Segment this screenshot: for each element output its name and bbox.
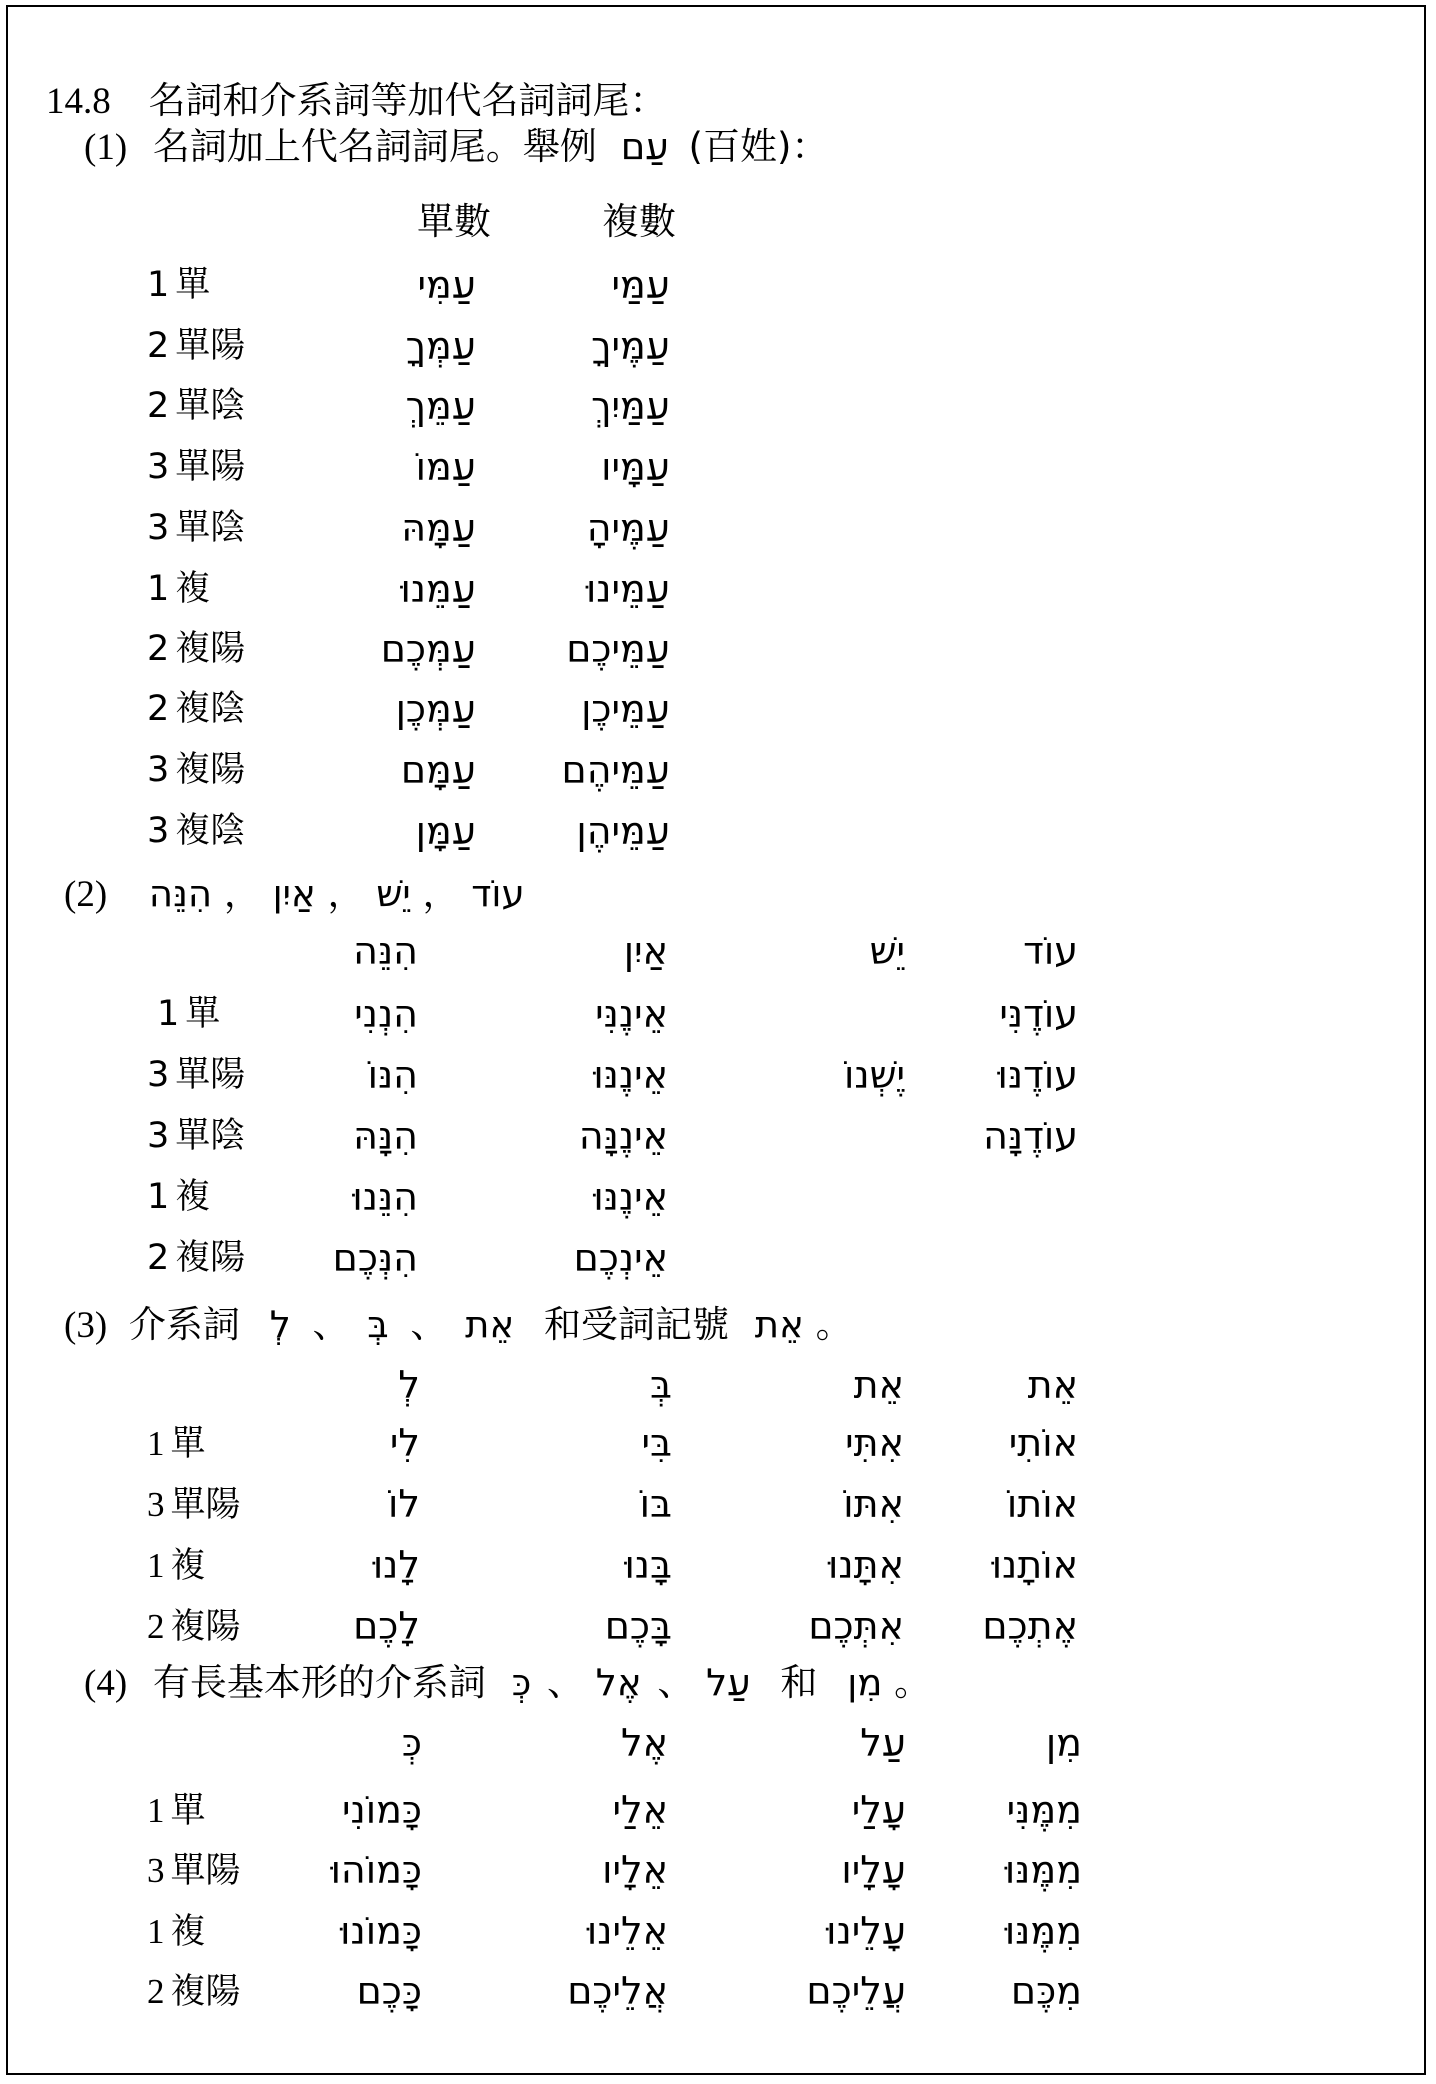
s4-form-al: עֲלֵיכֶם [806, 1969, 906, 2013]
s1-singular-form: עַמְּכֶם [380, 627, 476, 671]
s1-singular-form: עַמָּם [400, 748, 476, 792]
s1-singular-form: עַמְּכֶן [395, 687, 476, 731]
s3-form-b: בּוֹ [639, 1482, 672, 1526]
person-number: 3 [147, 811, 170, 851]
s4-form-k: כָּמוֹנוּ [340, 1909, 422, 1953]
s4-title-line [84, 1661, 932, 1704]
person-number: 3 [147, 1485, 165, 1524]
person-label: 單 [170, 1791, 206, 1831]
person-number: 1 [147, 1177, 170, 1217]
s3-form-acc: אֶתְכֶם [982, 1604, 1078, 1648]
s1-plural-form: עַמֵּיכֶן [581, 687, 670, 731]
person-label: 單陽 [170, 1851, 241, 1891]
s3-form-acc: אוֹתָנוּ [991, 1543, 1078, 1587]
person-number: 2 [147, 629, 170, 669]
s3-form-l: לִי [389, 1421, 420, 1465]
s3-word-2: בְּ [367, 1303, 389, 1346]
s2-form-od: עוֹדֶנִּי [999, 992, 1078, 1036]
person-label: 單陰 [175, 1116, 246, 1156]
s3-form-acc: אוֹתוֹ [1006, 1482, 1078, 1526]
s4-sep-1: 、 [547, 1661, 585, 1704]
s2-form-hinneh: הִנּוֹ [367, 1053, 418, 1097]
table-row-label [147, 569, 211, 609]
person-number: 2 [147, 689, 170, 729]
person-number: 2 [147, 386, 170, 426]
s4-form-min: מִכֶּם [1010, 1969, 1082, 2013]
s1-plural-form: עַמֵּיהֶן [576, 809, 670, 853]
s1-plural-form: עַמַּיִךְ [591, 384, 670, 428]
s3-word-3: אֵת [465, 1303, 515, 1346]
s2-column-header: הִנֵּה [353, 929, 418, 973]
table-row-label [147, 750, 246, 790]
table-row-label [147, 811, 246, 851]
s1-singular-form: עַמּוֹ [415, 445, 476, 489]
s3-form-b: בִּי [641, 1421, 672, 1465]
table-row-label [147, 1055, 246, 1095]
s2-form-ayin: אֵינְכֶם [573, 1236, 668, 1280]
s4-form-al: עָלַי [851, 1788, 906, 1832]
s1-col-singular: 單數 [417, 200, 491, 243]
s1-number: (1) [84, 127, 128, 168]
page-frame [6, 5, 1426, 2075]
s3-form-et: אִתּוֹ [843, 1482, 904, 1526]
person-number: 3 [147, 750, 170, 790]
person-label: 單 [185, 994, 221, 1034]
person-label: 複陽 [175, 1238, 246, 1278]
s3-text-3: 。 [815, 1303, 853, 1346]
person-number: 3 [147, 508, 170, 548]
s2-form-ayin: אֵינֶנּוּ [593, 1053, 668, 1097]
person-number: 1 [147, 265, 170, 305]
s1-plural-form: עַמָּיו [601, 445, 670, 489]
s4-word-3: עַל [706, 1661, 751, 1704]
table-row-label [147, 508, 246, 548]
s2-form-hinneh: הִנֵּנוּ [352, 1175, 418, 1219]
person-number: 1 [147, 1546, 165, 1585]
s3-column-header: אֵת [1027, 1363, 1078, 1407]
s4-form-el: אֲלֵיכֶם [567, 1969, 668, 2013]
person-label: 單陽 [175, 1055, 246, 1095]
person-number: 2 [147, 1972, 165, 2011]
heading-number: 14.8 [46, 81, 111, 122]
s3-form-l: לָנוּ [372, 1543, 420, 1587]
s3-form-l: לוֹ [388, 1482, 420, 1526]
person-number: 3 [147, 1116, 170, 1156]
s4-form-el: אֵלָיו [602, 1848, 668, 1892]
s2-title: עוֹד ， יֵשׁ ， אַיִן ， הִנֵּה [148, 872, 525, 915]
s3-sep-2: 、 [410, 1303, 448, 1346]
s4-form-el: אֵלֵינוּ [586, 1909, 668, 1953]
s2-column-header: עוֹד [1023, 929, 1078, 973]
s4-word-2: אֶל [595, 1661, 642, 1704]
s2-title-line [64, 872, 525, 915]
s4-form-k: כָּמוֹנִי [342, 1788, 422, 1832]
s1-singular-form: עַמִּי [417, 263, 476, 307]
person-label: 複陰 [175, 689, 246, 729]
person-label: 複陰 [175, 811, 246, 851]
person-number: 3 [147, 1055, 170, 1095]
person-number: 3 [147, 1851, 165, 1890]
person-number: 1 [147, 1424, 165, 1463]
person-label: 複 [170, 1546, 206, 1586]
table-row-label [147, 447, 246, 487]
s4-form-al: עָלָיו [841, 1848, 906, 1892]
table-row-label [157, 994, 221, 1034]
s4-form-min: מִמֶּנּוּ [1004, 1848, 1082, 1892]
s1-singular-form: עַמָּהּ [401, 506, 476, 550]
table-row-label [147, 326, 246, 366]
s2-form-ayin: אֵינֶנָּה [578, 1114, 668, 1158]
s4-column-header: עַל [860, 1721, 906, 1765]
s3-form-b: בָּכֶם [604, 1604, 672, 1648]
s4-word-1: כְּ [511, 1661, 532, 1704]
person-number: 2 [147, 1238, 170, 1278]
s2-form-hinneh: הִנְּכֶם [332, 1236, 418, 1280]
s1-plural-form: עַמֶּיךָ [591, 324, 670, 368]
s4-text-2: 和 [780, 1661, 818, 1704]
table-row-label [147, 1487, 241, 1523]
section-heading [46, 79, 667, 122]
table-row-label [147, 1609, 241, 1645]
s2-form-ayin: אֵינֶנִּי [595, 992, 668, 1036]
s3-text-1: 介系詞 [128, 1303, 240, 1346]
s3-form-l: לָכֶם [353, 1604, 420, 1648]
person-label: 單陽 [175, 447, 246, 487]
table-row-label [147, 1116, 246, 1156]
s4-word-4: מִן [847, 1661, 883, 1704]
s4-form-min: מִמֶּנִּי [1006, 1788, 1082, 1832]
s2-form-yesh: יֶשְׁנוֹ [844, 1053, 905, 1097]
table-row-label [147, 265, 211, 305]
s4-form-k: כָּכֶם [356, 1969, 422, 2013]
table-row-label [147, 629, 246, 669]
person-label: 複陽 [170, 1972, 241, 2012]
person-label: 單陰 [175, 386, 246, 426]
s1-singular-form: עַמֵּךְ [405, 384, 476, 428]
person-number: 2 [147, 1607, 165, 1646]
person-label: 複 [170, 1912, 206, 1952]
person-label: 複陽 [175, 629, 246, 669]
s3-title-line [64, 1303, 853, 1346]
s1-plural-form: עַמֵּיהֶם [561, 748, 670, 792]
s4-sep-2: 、 [657, 1661, 695, 1704]
s3-word-1: לְ [269, 1303, 291, 1346]
s3-form-et: אִתָּנוּ [828, 1543, 904, 1587]
s1-intro-line [84, 125, 829, 168]
s1-example-word: עַם [620, 125, 669, 168]
s2-number: (2) [64, 874, 108, 915]
s2-form-od: עוֹדֶנּוּ [997, 1053, 1078, 1097]
person-number: 2 [147, 326, 170, 366]
s1-intro: 名詞加上代名詞詞尾。舉例 [152, 125, 597, 168]
person-label: 複 [175, 569, 211, 609]
s4-column-header: כְּ [401, 1721, 422, 1765]
s4-text-1: 有長基本形的介系詞 [152, 1661, 486, 1704]
table-row-label [147, 1548, 206, 1584]
s4-column-header: מִן [1045, 1721, 1082, 1765]
person-number: 1 [147, 569, 170, 609]
person-number: 1 [157, 994, 180, 1034]
s3-word-4: אֵת [754, 1303, 804, 1346]
table-row-label [147, 386, 246, 426]
s4-form-al: עָלֵינוּ [826, 1909, 906, 1953]
s2-form-hinneh: הִנְנִי [354, 992, 418, 1036]
person-label: 單 [170, 1424, 206, 1464]
table-row-label [147, 1426, 206, 1462]
s1-plural-form: עַמֵּינוּ [585, 567, 670, 611]
s2-column-header: אַיִן [623, 929, 668, 973]
s3-form-et: אִתִּי [845, 1421, 904, 1465]
person-label: 單陽 [175, 326, 246, 366]
s3-column-header: אֵת [853, 1363, 904, 1407]
table-row-label [147, 1974, 241, 2010]
person-label: 單陽 [170, 1485, 241, 1525]
s3-text-2: 和受詞記號 [544, 1303, 729, 1346]
s2-form-od: עוֹדֶנָּה [983, 1114, 1078, 1158]
s4-form-min: מִמֶּנּוּ [1004, 1909, 1082, 1953]
s4-number: (4) [84, 1663, 128, 1704]
heading-title: 名詞和介系詞等加代名詞詞尾： [148, 79, 667, 122]
s3-column-header: בְּ [650, 1363, 672, 1407]
s1-gloss: (百姓)： [688, 125, 829, 168]
person-label: 複 [175, 1177, 211, 1217]
person-number: 1 [147, 1791, 165, 1830]
table-row-label [147, 1793, 206, 1829]
s2-form-hinneh: הִנָּהּ [353, 1114, 418, 1158]
s3-form-b: בָּנוּ [624, 1543, 672, 1587]
s1-plural-form: עַמֵּיכֶם [566, 627, 670, 671]
person-number: 3 [147, 447, 170, 487]
s1-singular-form: עַמֵּנוּ [400, 567, 476, 611]
table-row-label [147, 689, 246, 729]
person-label: 複陽 [170, 1607, 241, 1647]
table-row-label [147, 1238, 246, 1278]
s3-number: (3) [64, 1305, 108, 1346]
s4-text-3: 。 [894, 1661, 932, 1704]
s3-form-acc: אוֹתִי [1008, 1421, 1078, 1465]
s1-plural-form: עַמַּי [611, 263, 670, 307]
table-row-label [147, 1853, 241, 1889]
table-row-label [147, 1177, 211, 1217]
person-label: 單 [175, 265, 211, 305]
person-label: 複陽 [175, 750, 246, 790]
s3-column-header: לְ [398, 1363, 420, 1407]
s4-column-header: אֶל [621, 1721, 668, 1765]
s4-form-k: כָּמוֹהוּ [330, 1848, 422, 1892]
s1-plural-form: עַמֶּיהָ [586, 506, 670, 550]
person-number: 1 [147, 1912, 165, 1951]
s4-form-el: אֵלַי [612, 1788, 668, 1832]
s3-form-et: אִתְּכֶם [808, 1604, 904, 1648]
person-label: 單陰 [175, 508, 246, 548]
s3-sep-1: 、 [312, 1303, 350, 1346]
s2-form-ayin: אֵינֶנּוּ [593, 1175, 668, 1219]
s1-singular-form: עַמָּן [415, 809, 476, 853]
s2-column-header: יֵשׁ [869, 929, 905, 973]
table-row-label [147, 1914, 206, 1950]
s1-col-plural: 複數 [602, 200, 676, 243]
s1-singular-form: עַמְּךָ [405, 324, 476, 368]
